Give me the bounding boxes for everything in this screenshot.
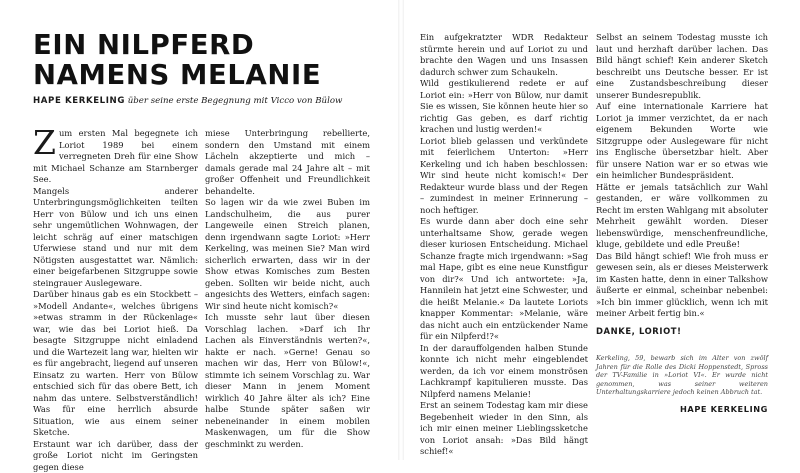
paragraph: Mangels anderer Unterbringungsmöglichkeiten teilten Herr von Bülow und ich uns einen sehr ungemütlichen Wohnwagen, der leicht schräg auf einer matschigen Uferwiese stand und nur mit dem Nötigsten ausgestattet war. Nämlich: einer beigefarbenen Sitzgruppe sowie steingrauer Auslegeware. xyxy=(33,186,198,290)
paragraph: Hätte er jemals tatsächlich zur Wahl gestanden, er wäre vollkommen zu Recht im ersten Wahlgang mit absoluter Mehrheit gewählt worden. Dieser liebenswürdige, menschenfreundliche, kluge, gebildete und edle Preuße! xyxy=(596,182,768,251)
paragraph xyxy=(33,128,198,186)
paragraph: Darüber hinaus gab es ein Stockbett – »Modell Andante«, welches übrigens »etwas stramm in der Rückenlage« war, wie das bei Loriot hieß. Da besagte Sitzgruppe nicht einladend und die Wartezeit lang war, hielten wir es für angebracht, liegend auf unseren Einsatz zu warten. Herr von Bülow entschied sich für das obere Bett, ich nahm das untere. Selbstverständlich! Was für eine herrlich absurde Situation, wie aus einem seiner Sketche. xyxy=(33,289,198,439)
paragraph-text: um ersten Mal begegnete ich Loriot 1989 bei einem verregneten Dreh für eine Show mit Michael Schanze am Starnberger See. xyxy=(33,128,198,184)
caption-author: HAPE KERKELING xyxy=(596,404,768,414)
paragraph: Selbst an seinem Todestag musste ich laut und herzhaft darüber lachen. Das Bild hängt schief! Kein anderer Sketch beschreibt uns Deutsche besser. Er ist eine Zustandsbeschreibung dieser unserer Bundesrepublik. xyxy=(596,32,768,101)
subtitle-text: über seine erste Begegnung mit Vicco von Bülow xyxy=(128,96,343,106)
article-title: EIN NILPFERD NAMENS MELANIE xyxy=(33,30,393,90)
paragraph: Ein aufgekratzter WDR Redakteur stürmte herein und auf Loriot zu und brachte den Wagen und uns Insassen dadurch schwer zum Schaukeln. xyxy=(420,32,588,78)
subtitle-author: HAPE KERKELING xyxy=(33,96,125,106)
page-gutter xyxy=(398,0,404,460)
author-caption: Kerkeling, 59, bewarb sich im Alter von zwölf Jahren für die Rolle des Dicki Hoppenstedt, Spross der TV-Familie in »Loriot VI«. Er wurde nicht genommen, was seiner weiteren Unterhaltungskarriere jedoch keinen Abbruch tat. xyxy=(596,354,768,397)
text-column-2 xyxy=(205,128,370,448)
text-column-3 xyxy=(420,32,588,447)
paragraph: Ich musste sehr laut über diesen Vorschlag lachen. »Darf ich Ihr Lachen als Einverständnis werten?«, hakte er nach. »Gerne! Genau so machen wir das, Herr von Bülow!«, stimmte ich seinem Vorschlag zu. War dieser Mann in jenem Moment wirklich 40 Jahre älter als ich? Eine halbe Stunde später saßen wir nebeneinander in einem mobilen Maskenwagen, um für die Show geschminkt zu werden. xyxy=(205,312,370,450)
paragraph: Loriot blieb gelassen und verkündete mit feierlichem Unterton: »Herr Kerkeling und ich haben beschlossen: Wir sind heute nicht komisch!« Der Redakteur wurde blass und der Regen – zumindest in meiner Erinnerung – noch heftiger. xyxy=(420,136,588,217)
paragraph: Es wurde dann aber doch eine sehr unterhaltsame Show, gerade wegen dieser kuriosen Entscheidung. Michael Schanze fragte mich irgendwann: »Sag mal Hape, gibt es eine neue Kunstfigur von dir?« Und ich antwortete: »Ja, Hannilein hat jetzt eine Schwester, und die heißt Melanie.« Da lautete Loriots knapper Kommentar: »Melanie, wäre das nicht auch ein entzückender Name für ein Nilpferd!?« xyxy=(420,216,588,343)
paragraph: Auf eine internationale Karriere hat Loriot ja immer verzichtet, da er nach eigenem Bekunden Worte wie Sitzgruppe oder Auslegeware für nicht ins Englische übersetzbar hielt. Aber für unsere Nation war er so etwas wie ein heimlicher Bundespräsident. xyxy=(596,101,768,182)
paragraph: Erstaunt war ich darüber, dass der große Loriot nicht im Geringsten gegen diese xyxy=(33,439,198,473)
paragraph: Wild gestikulierend redete er auf Loriot ein: »Herr von Bülow, nur damit Sie es wissen, Sie können heute hier so richtig Gas geben, es darf richtig krachen und lustig werden!« xyxy=(420,78,588,136)
drop-cap: Z xyxy=(33,129,56,156)
article-subtitle xyxy=(33,95,393,107)
text-column-1 xyxy=(33,128,198,448)
paragraph: miese Unterbringung rebellierte, sondern den Umstand mit einem Lächeln akzeptierte und mich – damals gerade mal 24 Jahre alt – mit großer Offenheit und Freundlichkeit behandelte. xyxy=(205,128,370,197)
signoff: DANKE, LORIOT! xyxy=(596,326,768,338)
paragraph: Erst an seinem Todestag kam mir diese Begebenheit wieder in den Sinn, als ich mir einen meiner Lieblingssketche von Loriot ansah: »Das Bild hängt schief!« xyxy=(420,400,588,458)
paragraph: In der darauffolgenden halben Stunde konnte ich nicht mehr eingeblendet werden, da ich vor einem monströsen Lachkrampf kapitulieren musste. Das Nilpferd namens Melanie! xyxy=(420,343,588,401)
text-column-4 xyxy=(596,32,768,332)
paragraph: Das Bild hängt schief! Wie froh muss er gewesen sein, als er dieses Meisterwerk im Kasten hatte, denn in einer Talkshow äußerte er einmal, scheinbar nebenbei: »Ich bin immer glücklich, wenn ich mit meiner Arbeit fertig bin.« xyxy=(596,251,768,320)
paragraph: So lagen wir da wie zwei Buben im Landschulheim, die aus purer Langeweile einen Streich planen, denn irgendwann sagte Loriot: »Herr Kerkeling, was meinen Sie? Man wird sicherlich erwarten, dass wir in der Show etwas Komisches zum Besten geben. Sollten wir beide nicht, auch angesichts des Wetters, einfach sagen: Wir sind heute nicht komisch?« xyxy=(205,197,370,312)
